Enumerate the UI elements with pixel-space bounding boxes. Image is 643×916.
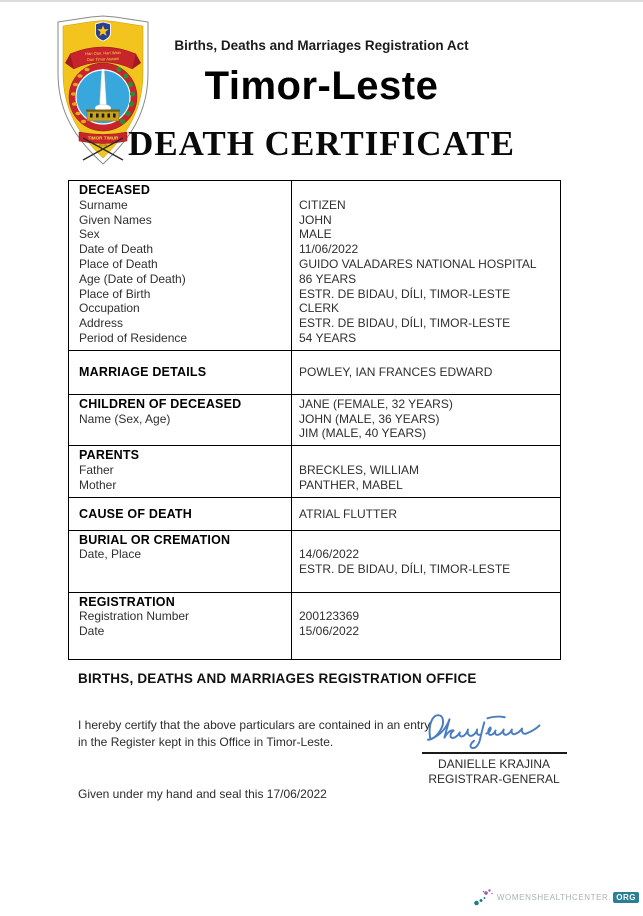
field-value: 11/06/2022 xyxy=(299,242,359,257)
field-label: Period of Residence xyxy=(79,330,188,345)
section-heading: CHILDREN OF DECEASED xyxy=(79,396,242,411)
footer-logo xyxy=(473,886,639,908)
field-label: Age (Date of Death) xyxy=(79,271,186,286)
field-value: MALE xyxy=(299,227,332,242)
deceased-values xyxy=(291,181,560,350)
emblem-banner-text: TIMOR TIMUR xyxy=(87,135,119,141)
field-value: CLERK xyxy=(299,301,340,316)
certification-line2: in the Register kept in this Office in Timor-Leste. xyxy=(78,735,334,749)
field-label: Date, Place xyxy=(79,547,142,562)
section-heading: PARENTS xyxy=(79,448,140,463)
field-label: Sex xyxy=(79,227,100,242)
section-registration xyxy=(69,592,560,659)
section-burial-cremation xyxy=(69,530,560,592)
section-marriage-details xyxy=(69,350,560,394)
field-label: Date of Death xyxy=(79,242,154,257)
signature-image xyxy=(422,706,567,752)
section-parents xyxy=(69,445,560,496)
field-label: Surname xyxy=(79,197,128,212)
field-value: CITIZEN xyxy=(299,197,346,212)
field-value: 86 YEARS xyxy=(299,271,357,286)
section-heading: REGISTRATION xyxy=(79,594,175,609)
field-value: ATRIAL FLUTTER xyxy=(299,506,398,521)
certificate-table xyxy=(68,180,561,660)
field-value: JOHN xyxy=(299,212,332,227)
field-label: Registration Number xyxy=(79,609,190,624)
signature-line xyxy=(422,752,567,754)
field-label: Place of Birth xyxy=(79,286,151,301)
field-label: Name (Sex, Age) xyxy=(79,411,171,426)
field-value: PANTHER, MABEL xyxy=(299,477,403,492)
field-value: JANE (FEMALE, 32 YEARS) xyxy=(299,396,453,411)
field-label: Given Names xyxy=(79,212,152,227)
logo-swirl-icon xyxy=(473,886,495,908)
section-heading: CAUSE OF DEATH xyxy=(79,506,192,521)
registration-office-heading: BIRTHS, DEATHS AND MARRIAGES REGISTRATION OFFICE xyxy=(78,671,477,686)
section-deceased xyxy=(69,181,560,350)
certification-statement xyxy=(78,717,448,751)
field-value: GUIDO VALADARES NATIONAL HOSPITAL xyxy=(299,256,537,271)
section-children xyxy=(69,394,560,445)
field-value: ESTR. DE BIDAU, DÍLI, TIMOR-LESTE xyxy=(299,562,511,577)
field-label: Date xyxy=(79,624,105,639)
certification-line1: I hereby certify that the above particulars are contained in an entry xyxy=(78,718,431,732)
section-cause-of-death xyxy=(69,497,560,530)
document-title: DEATH CERTIFICATE xyxy=(128,124,515,163)
field-label: Occupation xyxy=(79,301,140,316)
field-value: 15/06/2022 xyxy=(299,624,360,639)
signature-block xyxy=(418,706,570,787)
page-top-edge xyxy=(0,0,643,2)
footer-logo-org-badge: ORG xyxy=(613,892,639,903)
footer-logo-text: WOMENSHEALTHCENTER. xyxy=(496,892,612,902)
section-heading: DECEASED xyxy=(79,183,151,197)
field-label: Place of Death xyxy=(79,256,158,271)
emblem-motto-line1: Hari Oan, Hari Wain xyxy=(85,49,121,57)
deceased-labels xyxy=(69,181,291,350)
section-heading: MARRIAGE DETAILS xyxy=(79,364,207,379)
registrar-title: REGISTRAR-GENERAL xyxy=(428,772,560,786)
field-value: JIM (MALE, 40 YEARS) xyxy=(299,426,427,441)
field-value: ESTR. DE BIDAU, DÍLI, TIMOR-LESTE xyxy=(299,316,511,331)
field-label: Address xyxy=(79,316,124,331)
field-value: POWLEY, IAN FRANCES EDWARD xyxy=(299,364,493,379)
registrar-name: DANIELLE KRAJINA xyxy=(437,757,551,771)
section-heading: BURIAL OR CREMATION xyxy=(79,532,231,547)
field-label: Father xyxy=(79,462,114,477)
field-value: 54 YEARS xyxy=(299,330,357,345)
given-under-hand-line: Given under my hand and seal this 17/06/2022 xyxy=(78,787,327,801)
field-value: JOHN (MALE, 36 YEARS) xyxy=(299,411,440,426)
country-title: Timor-Leste xyxy=(204,64,439,108)
act-title: Births, Deaths and Marriages Registration Act xyxy=(174,38,469,53)
field-value: 14/06/2022 xyxy=(299,547,360,562)
field-label: Mother xyxy=(79,477,117,492)
field-value: BRECKLES, WILLIAM xyxy=(299,462,420,477)
emblem-motto-line2: Oan Timor Aswain xyxy=(86,55,120,63)
field-value: ESTR. DE BIDAU, DÍLI, TIMOR-LESTE xyxy=(299,286,511,301)
field-value: 200123369 xyxy=(299,609,360,624)
